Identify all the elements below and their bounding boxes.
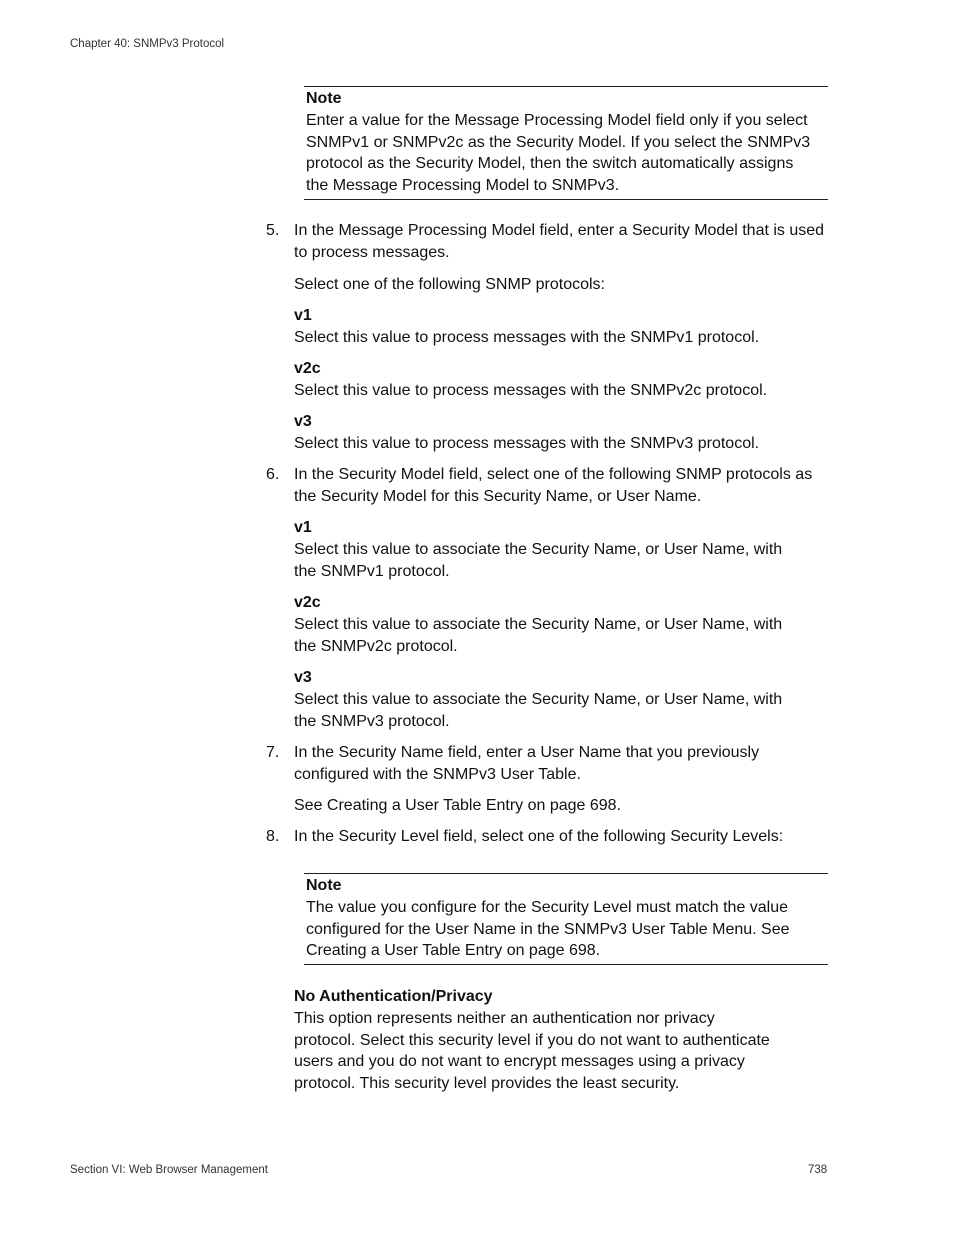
step-text: In the Security Level field, select one of the following Security Levels:: [294, 828, 784, 845]
step-number: 8.: [266, 828, 280, 845]
definition-desc: Select this value to process messages with the SNMPv1 protocol.: [294, 328, 760, 346]
definition-desc: Select this value to associate the Security Name, or User Name, with the SNMPv2c protocol.: [294, 615, 783, 655]
step-text: In the Security Name field, enter a User Name that you previously configured with the SNMPv3 User Table.: [294, 744, 760, 783]
definition-item: [294, 986, 779, 1095]
definition-term: v3: [294, 413, 312, 430]
running-footer: Section VI: Web Browser Management: [70, 1164, 268, 1176]
step-text: In the Message Processing Model field, enter a Security Model that is used to process messages.: [294, 222, 825, 261]
note-text: Enter a value for the Message Processing Model field only if you select SNMPv1 or SNMPv2c as the Security Model. If you select the SNMPv3 protocol as the Security Model, then the switch automatically assigns the Message Processing Model to SNMPv3.: [306, 111, 811, 195]
page-number: 738: [808, 1164, 828, 1176]
definition-item: [294, 592, 794, 657]
definition-term: v1: [294, 307, 312, 324]
note-title: Note: [306, 877, 342, 894]
definition-desc: This option represents neither an authentication nor privacy protocol. Select this security level if you do not want to authenticate users and you do not want to encrypt messages using a privacy protocol. This security level provides the least security.: [294, 1009, 770, 1093]
note-title: Note: [306, 90, 342, 107]
note-box: [304, 873, 828, 965]
definition-item: [294, 667, 794, 732]
note-box: [304, 86, 828, 200]
step-number: 7.: [266, 744, 280, 761]
step-number: 5.: [266, 222, 280, 239]
definition-desc: Select this value to process messages with the SNMPv3 protocol.: [294, 434, 760, 452]
definition-item: [294, 517, 794, 582]
note-text: The value you configure for the Security Level must match the value configured for the User Name in the SNMPv3 User Table Menu. See Creating a User Table Entry on page 698.: [306, 898, 790, 960]
definition-desc: Select this value to associate the Security Name, or User Name, with the SNMPv3 protocol.: [294, 690, 783, 730]
definition-term: v2c: [294, 594, 321, 611]
step-text: In the Security Model field, select one of the following SNMP protocols as the Security Model for this Security Name, or User Name.: [294, 466, 813, 505]
definition-term: v2c: [294, 360, 321, 377]
step-5-intro: Select one of the following SNMP protocols:: [294, 276, 605, 293]
step-number: 6.: [266, 466, 280, 483]
definition-term: No Authentication/Privacy: [294, 988, 493, 1005]
definition-desc: Select this value to associate the Security Name, or User Name, with the SNMPv1 protocol.: [294, 540, 783, 580]
definition-term: v3: [294, 669, 312, 686]
running-header: Chapter 40: SNMPv3 Protocol: [70, 38, 225, 50]
definition-item: [294, 411, 834, 455]
definition-item: [294, 305, 834, 349]
cross-reference: See Creating a User Table Entry on page 698.: [294, 797, 622, 814]
definition-desc: Select this value to process messages with the SNMPv2c protocol.: [294, 381, 768, 399]
definition-term: v1: [294, 519, 312, 536]
definition-item: [294, 358, 834, 402]
